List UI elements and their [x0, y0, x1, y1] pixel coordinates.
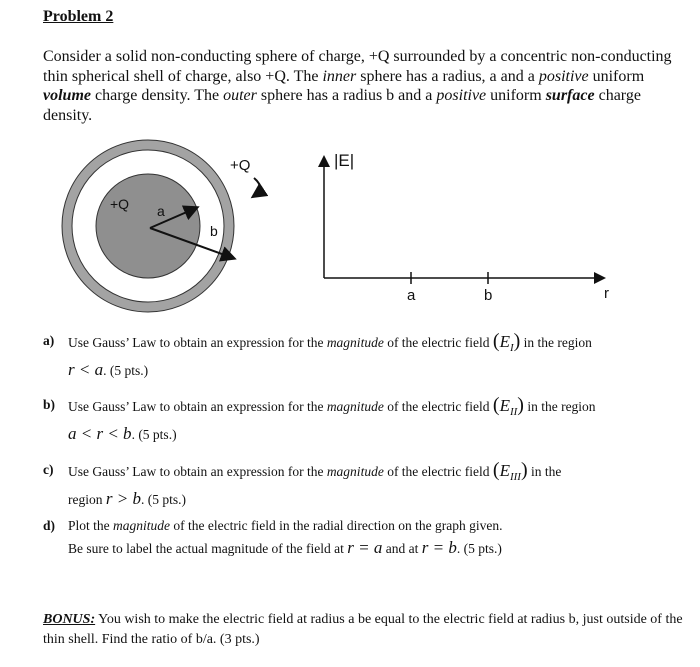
sphere-diagram: [58, 136, 278, 316]
problem-title: Problem 2: [43, 8, 114, 25]
bonus-question: BONUS: You wish to make the electric field at radius a be equal to the electric field at radius b, just outside of the thin shell. Find the ratio of b/a. (3 pts.): [43, 612, 683, 647]
bonus-label: BONUS:: [43, 612, 96, 627]
question-d: d) Plot the magnitude of the electric field in the radial direction on the graph given. Be sure to label the actual magnitude of the field at r = a and at r = b. (5 pts.): [43, 515, 683, 560]
outer-charge-label: +Q: [230, 157, 251, 174]
question-a: a) Use Gauss’ Law to obtain an expression for the magnitude of the electric field $(E_I)$ in the region r < a. (5 pts.): [43, 330, 592, 379]
question-b: b) Use Gauss’ Law to obtain an expression for the magnitude of the electric field $(E_{II})$ in the region a < r < b. (5 pts.): [43, 394, 596, 443]
x-tick-label-b: b: [484, 287, 493, 304]
inner-charge-label: +Q: [110, 196, 130, 212]
inner-sphere: [96, 174, 200, 278]
x-tick-label-a: a: [407, 287, 416, 304]
radius-a-label: a: [157, 203, 165, 219]
outer-charge-pointer: [254, 178, 260, 196]
problem-statement: Consider a solid non-conducting sphere of charge, +Q surrounded by a concentric non-conducting thin spherical shell of charge, also +Q. The inner sphere has a radius, a and a positive uniform volume charge density. The outer sphere has a radius b and a positive uniform surface charge density.: [43, 48, 672, 124]
question-a-label: a): [43, 333, 55, 348]
question-d-label: d): [43, 518, 56, 533]
field-graph: [308, 140, 628, 310]
question-b-label: b): [43, 397, 56, 412]
question-c: c) Use Gauss’ Law to obtain an expression for the magnitude of the electric field $(E_{III})$ in the region r > b. (5 pts.): [43, 459, 562, 508]
x-axis-label: r: [604, 285, 609, 302]
y-axis-label: |E|: [334, 151, 355, 170]
radius-b-label: b: [210, 223, 218, 239]
question-c-label: c): [43, 462, 54, 477]
